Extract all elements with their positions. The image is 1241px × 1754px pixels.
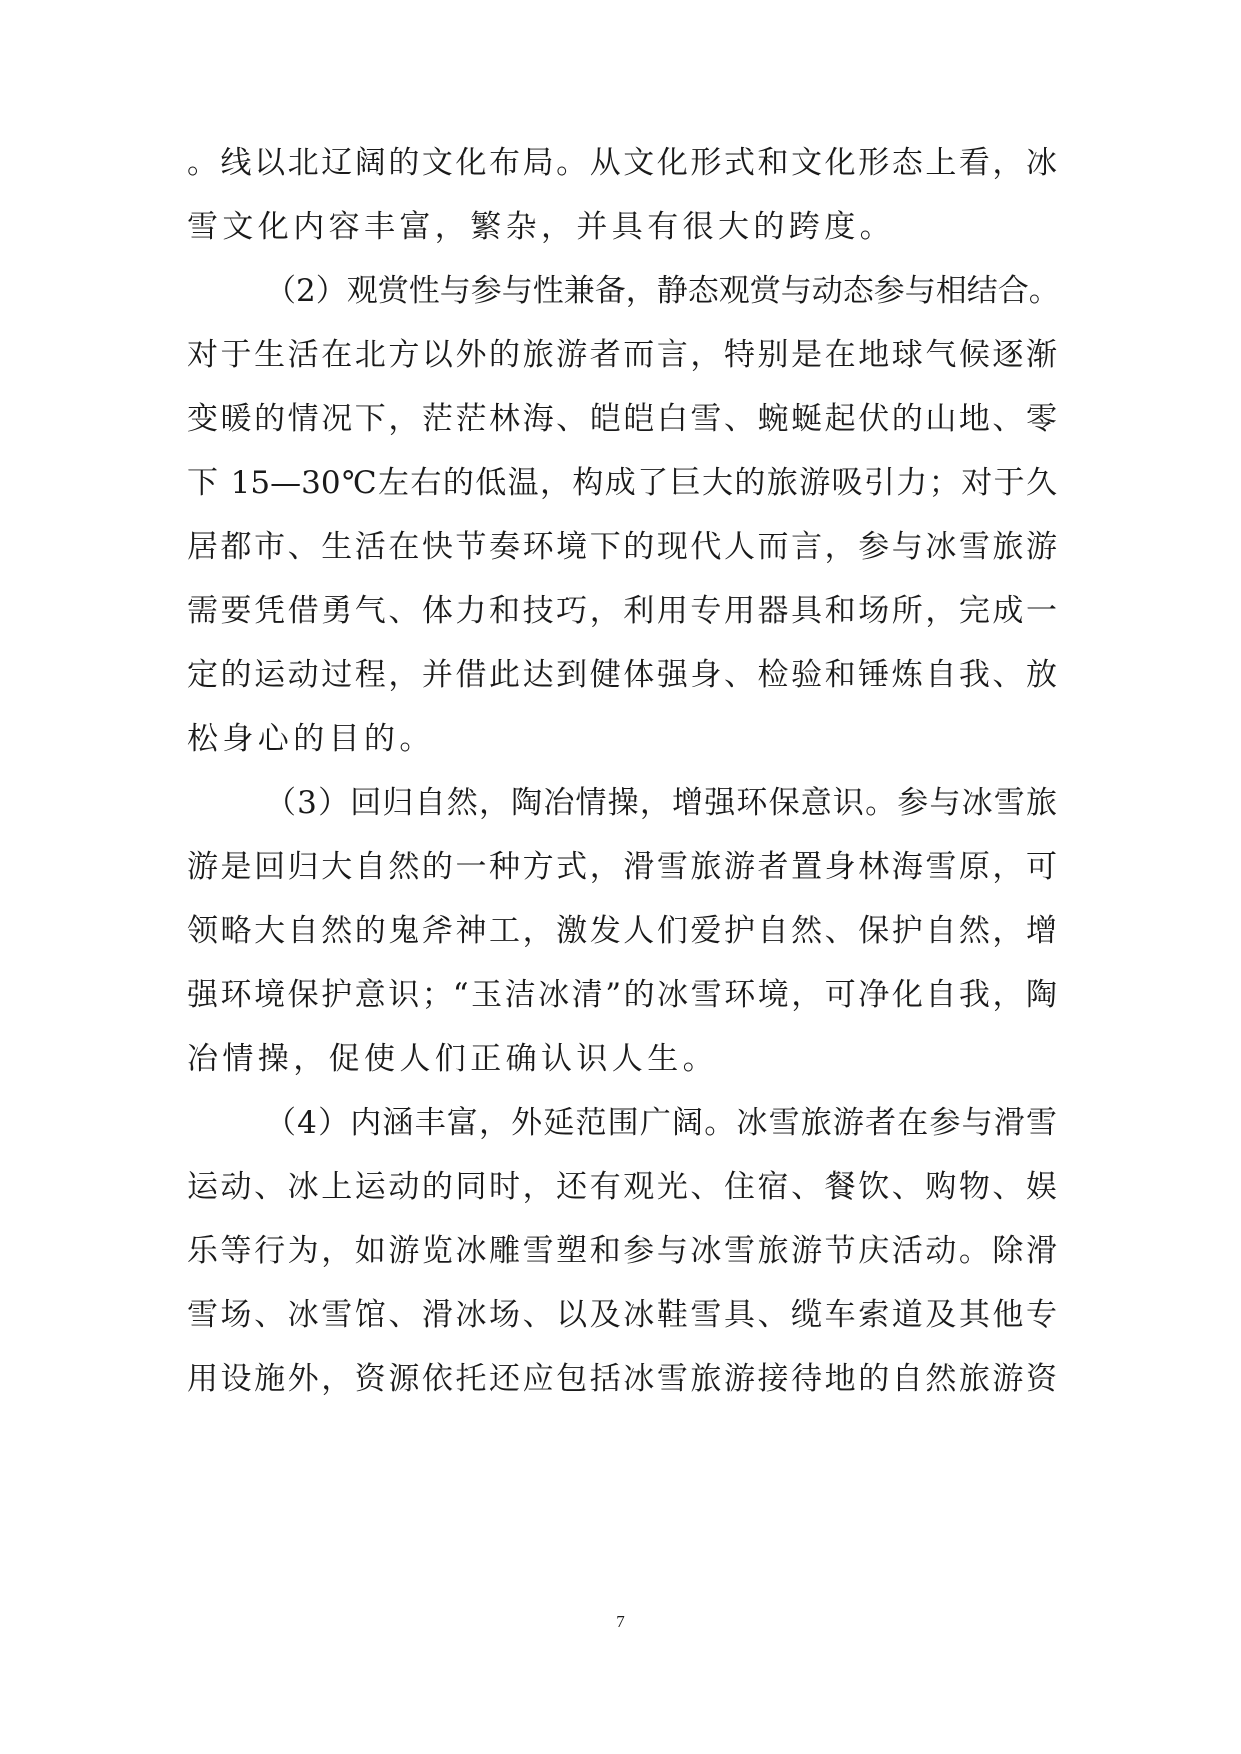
text-line-7: 居都市、生活在快节奏环境下的现代人而言，参与冰雪旅游 bbox=[187, 529, 1057, 565]
text-line-1: 。线以北辽阔的文化布局。从文化形式和文化形态上看，冰 bbox=[187, 145, 1057, 181]
text-line-9: 定的运动过程，并借此达到健体强身、检验和锤炼自我、放 bbox=[187, 657, 1057, 693]
paragraph-2-heading-line: （2）观赏性与参与性兼备，静态观赏与动态参与相结合。 bbox=[265, 273, 1060, 309]
paragraph-4-heading-line: （4）内涵丰富，外延范围广阔。冰雪旅游者在参与滑雪 bbox=[265, 1105, 1057, 1141]
text-line-19: 雪场、冰雪馆、滑冰场、以及冰鞋雪具、缆车索道及其他专 bbox=[187, 1297, 1057, 1333]
page-number: 7 bbox=[616, 1612, 625, 1631]
text-line-12: 游是回归大自然的一种方式，滑雪旅游者置身林海雪原，可 bbox=[187, 849, 1057, 885]
text-line-14: 强环境保护意识；“玉洁冰清”的冰雪环境，可净化自我，陶 bbox=[187, 977, 1057, 1013]
text-line-6: 下 15—30℃左右的低温，构成了巨大的旅游吸引力；对于久 bbox=[187, 465, 1057, 501]
text-line-13: 领略大自然的鬼斧神工，激发人们爱护自然、保护自然，增 bbox=[187, 913, 1057, 949]
text-line-18: 乐等行为，如游览冰雕雪塑和参与冰雪旅游节庆活动。除滑 bbox=[187, 1233, 1057, 1269]
text-line-5: 变暖的情况下，茫茫林海、皑皑白雪、蜿蜒起伏的山地、零 bbox=[187, 401, 1057, 437]
text-line-2: 雪文化内容丰富，繁杂，并具有很大的跨度。 bbox=[187, 209, 895, 245]
text-line-17: 运动、冰上运动的同时，还有观光、住宿、餐饮、购物、娱 bbox=[187, 1169, 1057, 1205]
text-line-8: 需要凭借勇气、体力和技巧，利用专用器具和场所，完成一 bbox=[187, 593, 1057, 629]
text-line-20: 用设施外，资源依托还应包括冰雪旅游接待地的自然旅游资 bbox=[187, 1361, 1057, 1397]
text-line-4: 对于生活在北方以外的旅游者而言，特别是在地球气候逐渐 bbox=[187, 337, 1057, 373]
text-line-10: 松身心的目的。 bbox=[187, 721, 435, 757]
paragraph-3-heading-line: （3）回归自然，陶冶情操，增强环保意识。参与冰雪旅 bbox=[265, 785, 1057, 821]
text-line-15: 冶情操，促使人们正确认识人生。 bbox=[187, 1041, 718, 1077]
